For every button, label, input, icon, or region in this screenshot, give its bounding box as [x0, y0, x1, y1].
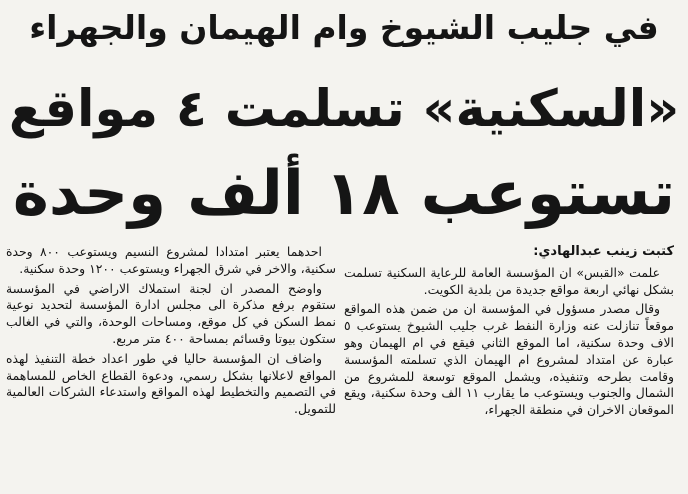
paragraph: علمت «القبس» ان المؤسسة العامة للرعاية السكنية تسلمت بشكل نهائي اربعة مواقع جديدة من بلدية الكويت. [344, 264, 674, 297]
paragraph: وقال مصدر مسؤول في المؤسسة ان من ضمن هذه المواقع موقعاً تنازلت عنه وزارة النفط غرب جليب الشيوخ يستوعب ٥ الاف وحدة سكنية، اما الموقع الثاني فيقع في ام الهيمان وهو عبارة عن امتداد لمشروع ام الهيمان الذي تسلمته المؤسسة وقامت بطرحه وتنفيذه، ويشمل الموقع توسعة للمشروع من الشمال والجنوب ويستوعب ما يقارب ١١ الف وحدة سكنية، ويقع الموقعان الاخران في منطقة الجهراء، [344, 301, 674, 418]
byline: كتبت زينب عبدالهادي: [533, 244, 674, 259]
headline-line-1: «السكنية» تسلمت ٤ مواقع [8, 80, 680, 139]
article-column-right [344, 244, 674, 488]
paragraph: واضاف ان المؤسسة حاليا في طور اعداد خطة التنفيذ لهذه المواقع لاعلانها بشكل رسمي، ودعوة القطاع الخاص للمساهمة في التصميم والتخطيط لهذه المواقع واستدعاء الشركات العالمية للتمويل. [6, 350, 336, 417]
headline-line-2: تستوعب ١٨ ألف وحدة [12, 158, 676, 229]
paragraph: احدهما يعتبر امتدادا لمشروع النسيم ويستوعب ٨٠٠ وحدة سكنية، والاخر في شرق الجهراء ويستوعب ١٢٠٠ وحدة سكنية. [6, 244, 336, 276]
kicker-headline: في جليب الشيوخ وام الهيمان والجهراء [29, 8, 659, 47]
article-column-left [6, 244, 336, 488]
paragraph: واوضح المصدر ان لجنة استملاك الاراضي في المؤسسة ستقوم برفع مذكرة الى مجلس ادارة المؤسسة لتحديد نوعية نمط السكن في كل موقع، ومساحات الوحدة، والتي في الغالب ستكون بيوتا وقسائم بمساحة ٤٠٠ متر مربع. [6, 280, 336, 346]
